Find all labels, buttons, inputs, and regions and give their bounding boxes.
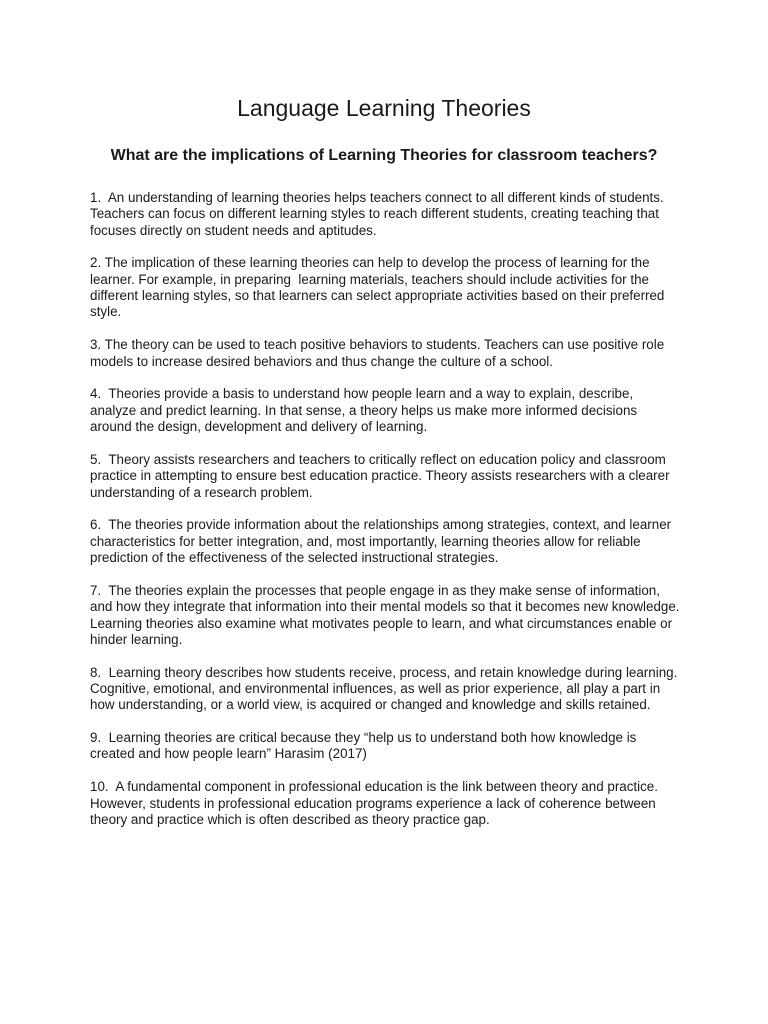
- paragraph-1: 1. An understanding of learning theories helps teachers connect to all different kinds of students. Teachers can focus on different learning styles to reach different students, creating teaching that focuses directly on student needs and aptitudes.: [90, 190, 668, 238]
- paragraph-3: 3. The theory can be used to teach positive behaviors to students. Teachers can use positive role models to increase desired behaviors and thus change the culture of a school.: [90, 337, 668, 369]
- paragraph-4: 4. Theories provide a basis to understand how people learn and a way to explain, describe, analyze and predict learning. In that sense, a theory helps us make more informed decisions around the design, development and delivery of learning.: [90, 386, 641, 435]
- document-title: Language Learning Theories: [237, 95, 531, 121]
- paragraph-9: 9. Learning theories are critical because they “help us to understand both how knowledge is created and how people learn” Harasim (2017): [90, 730, 641, 762]
- paragraph-6: 6. The theories provide information about the relationships among strategies, context, and learner characteristics for better integration, and, most importantly, learning theories allow for reliable prediction of the effectiveness of the selected instructional strategies.: [90, 517, 675, 566]
- paragraph-7: 7. The theories explain the processes that people engage in as they make sense of information, and how they integrate that information into their mental models so that it becomes new knowledge. Learning theories also examine what motivates people to learn, and what circumstances enable or hinder learning.: [90, 582, 684, 647]
- paragraph-5: 5. Theory assists researchers and teachers to critically reflect on education policy and classroom practice in attempting to ensure best education practice. Theory assists researchers with a clearer understanding of a research problem.: [90, 451, 674, 500]
- paragraph-2: 2. The implication of these learning theories can help to develop the process of learning for the learner. For example, in preparing learning materials, teachers should include activities for the different learning styles, so that learners can select appropriate activities based on their preferred style.: [90, 255, 669, 320]
- document-subtitle: What are the implications of Learning Theories for classroom teachers?: [110, 147, 658, 164]
- paragraph-list: [90, 190, 684, 845]
- paragraph-8: 8. Learning theory describes how students receive, process, and retain knowledge during learning. Cognitive, emotional, and environmental influences, as well as prior experience, all play a part in how understanding, or a world view, is acquired or changed and knowledge and skills retained.: [90, 664, 682, 713]
- paragraph-10: 10. A fundamental component in professional education is the link between theory and practice. However, students in professional education programs experience a lack of coherence between theory and practice which is often described as theory practice gap.: [90, 779, 662, 827]
